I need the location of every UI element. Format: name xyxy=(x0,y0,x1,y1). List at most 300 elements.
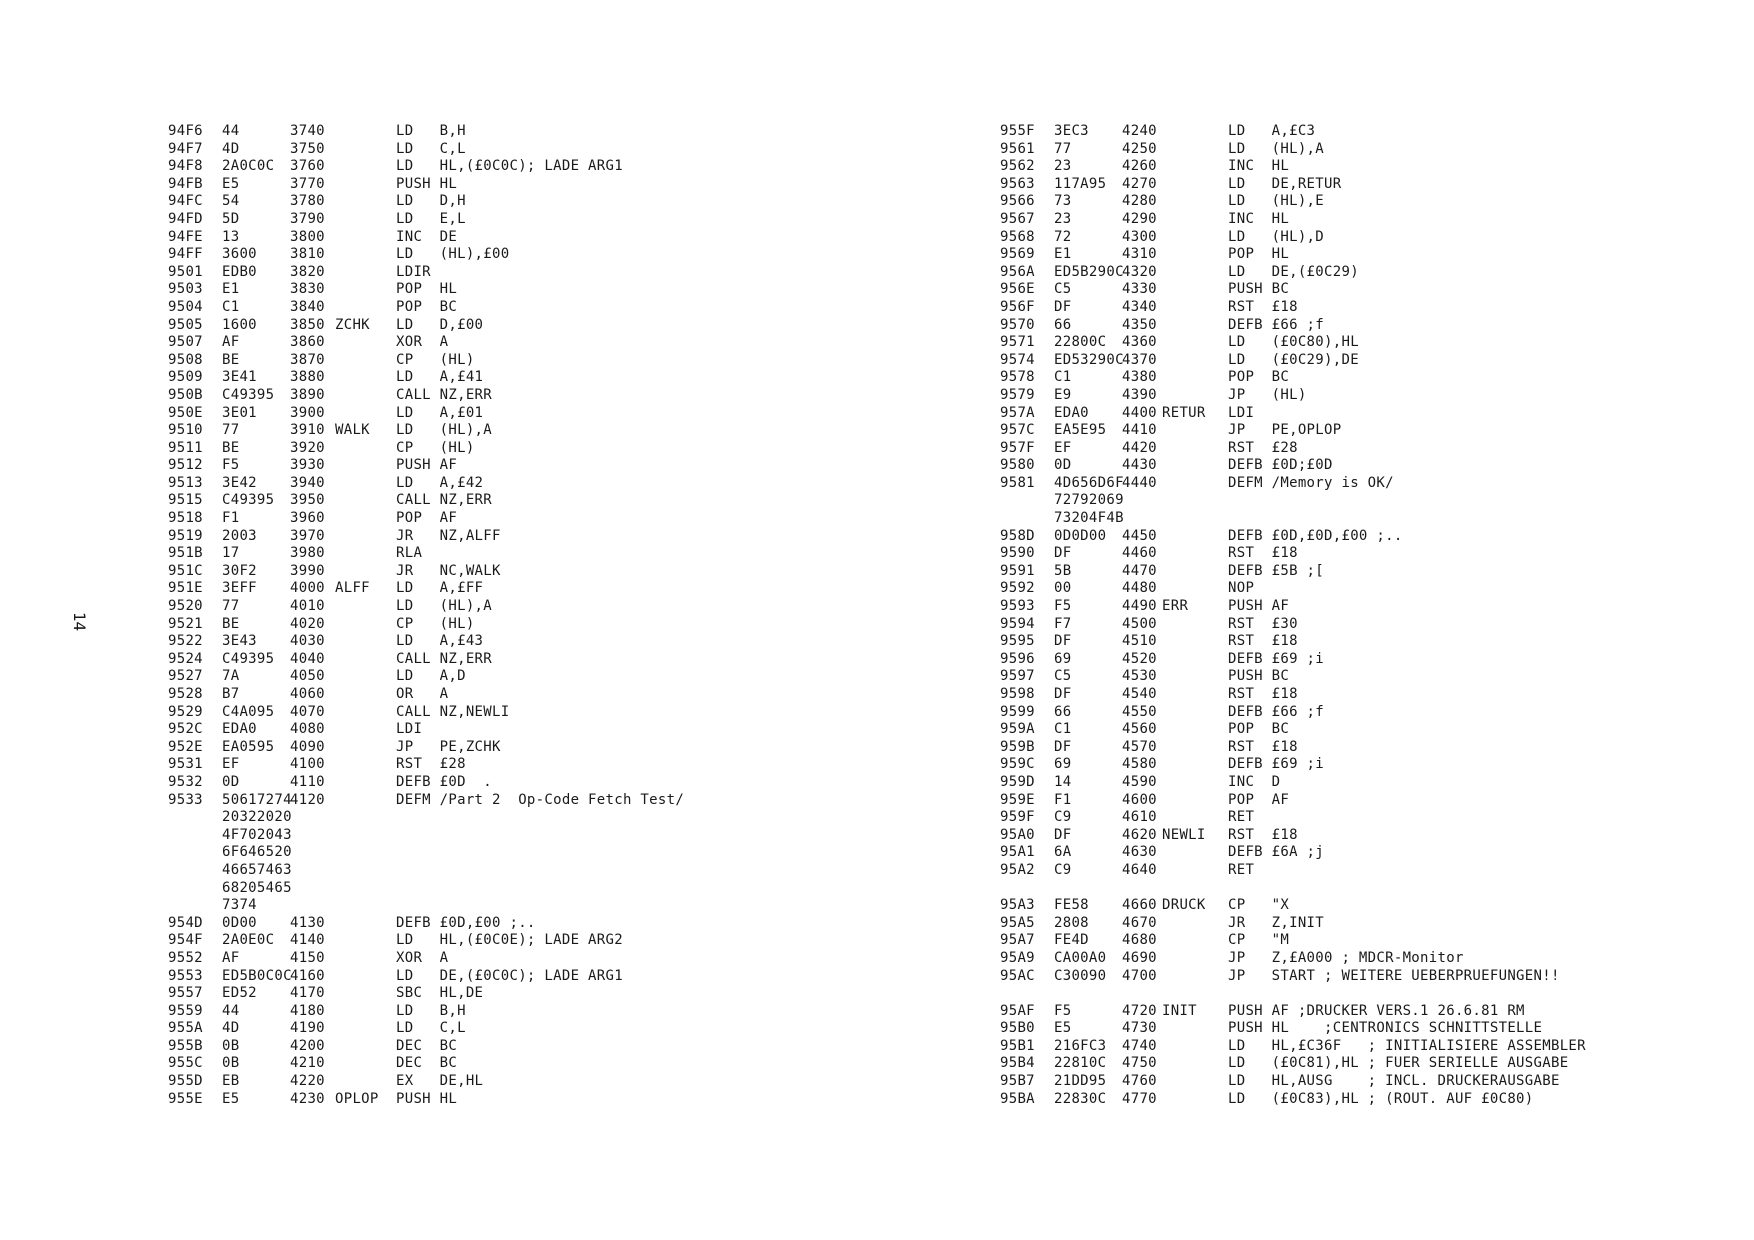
instruction: CALL NZ,ERR xyxy=(396,492,493,509)
address: 9533 xyxy=(168,791,203,808)
address: 9519 xyxy=(168,527,203,544)
machine-code: 69 xyxy=(1054,756,1072,773)
machine-code: C9 xyxy=(1054,809,1072,826)
machine-code: E5 xyxy=(222,175,240,192)
machine-code: DF xyxy=(1054,738,1072,755)
address: 951E xyxy=(168,580,203,597)
instruction: LD (HL),D xyxy=(1228,228,1325,245)
line-number: 4010 xyxy=(290,598,325,615)
line-number: 4030 xyxy=(290,633,325,650)
instruction: DEFB £69 ;i xyxy=(1228,650,1325,667)
address: 959E xyxy=(1000,791,1035,808)
machine-code: 2A0E0C xyxy=(222,932,275,949)
machine-code: F1 xyxy=(222,510,240,527)
instruction: LD A,£41 xyxy=(396,369,484,386)
instruction: LD D,H xyxy=(396,193,466,210)
line-number: 4630 xyxy=(1122,844,1157,861)
address: 9511 xyxy=(168,439,203,456)
instruction: OR A xyxy=(396,686,449,702)
instruction: DEFB £66 ;f xyxy=(1228,316,1325,333)
machine-code: E1 xyxy=(1054,246,1072,263)
line-number: 3840 xyxy=(290,298,325,315)
machine-code: 4D xyxy=(222,1020,240,1037)
instruction: XOR A xyxy=(396,334,449,351)
address: 9501 xyxy=(168,263,203,280)
address: 9553 xyxy=(168,967,203,984)
address: 94FF xyxy=(168,246,203,263)
label: WALK xyxy=(335,422,370,439)
line-number: 4310 xyxy=(1122,246,1157,263)
line-number: 3760 xyxy=(290,158,325,175)
instruction: NOP xyxy=(1228,580,1255,597)
line-number: 4680 xyxy=(1122,932,1157,949)
instruction: RET xyxy=(1228,861,1255,878)
line-number: 4330 xyxy=(1122,281,1157,298)
instruction: LD (HL),A xyxy=(396,598,493,615)
instruction: CALL NZ,ERR xyxy=(396,650,493,667)
machine-code: 20322020 xyxy=(222,809,292,826)
machine-code: EDA0 xyxy=(1054,404,1089,421)
address: 952C xyxy=(168,721,203,738)
address: 95AF xyxy=(1000,1002,1035,1019)
machine-code: 73 xyxy=(1054,193,1072,210)
line-number: 3750 xyxy=(290,140,325,157)
machine-code: 3EFF xyxy=(222,580,257,597)
line-number: 4500 xyxy=(1122,615,1157,632)
instruction: LD C,L xyxy=(396,1020,466,1037)
instruction: POP AF xyxy=(1228,791,1290,808)
instruction: LD C,L xyxy=(396,140,466,157)
line-number: 4620 xyxy=(1122,826,1157,843)
instruction: DEFB £66 ;f xyxy=(1228,703,1325,720)
address: 9510 xyxy=(168,422,203,439)
machine-code: 22800C xyxy=(1054,334,1107,351)
machine-code: F5 xyxy=(1054,598,1072,615)
machine-code: 7A xyxy=(222,668,240,685)
line-number: 4450 xyxy=(1122,527,1157,544)
machine-code: 66 xyxy=(1054,316,1072,333)
instruction: LD HL,AUSG ; INCL. DRUCKERAUSGABE xyxy=(1228,1073,1560,1090)
instruction: POP AF xyxy=(396,510,458,527)
machine-code: CA00A0 xyxy=(1054,949,1107,966)
instruction: PUSH HL ;CENTRONICS SCHNITTSTELLE xyxy=(1228,1020,1543,1037)
address: 955C xyxy=(168,1055,203,1072)
instruction: LD HL,(£0C0C); LADE ARG1 xyxy=(396,158,623,175)
machine-code: 77 xyxy=(1054,140,1072,157)
machine-code: 21DD95 xyxy=(1054,1073,1107,1090)
label: RETUR xyxy=(1162,404,1206,421)
address: 9513 xyxy=(168,474,203,491)
line-number: 4250 xyxy=(1122,140,1157,157)
instruction: XOR A xyxy=(396,949,449,966)
machine-code: 73204F4B xyxy=(1054,510,1124,527)
instruction: CALL NZ,ERR xyxy=(396,386,493,403)
instruction: PUSH HL xyxy=(396,175,458,192)
machine-code: E5 xyxy=(222,1090,240,1107)
machine-code: 5D xyxy=(222,210,240,227)
line-number: 3810 xyxy=(290,246,325,263)
line-number: 3870 xyxy=(290,351,325,368)
machine-code: 216FC3 xyxy=(1054,1037,1107,1054)
instruction: LD A,£FF xyxy=(396,580,484,597)
instruction: RST £18 xyxy=(1228,738,1298,755)
machine-code: 46657463 xyxy=(222,861,292,878)
line-number: 3900 xyxy=(290,404,325,421)
line-number: 4770 xyxy=(1122,1090,1157,1107)
line-number: 3770 xyxy=(290,175,325,192)
address: 9557 xyxy=(168,985,203,1002)
address: 9595 xyxy=(1000,633,1035,650)
instruction: LDIR xyxy=(396,263,431,280)
address: 957A xyxy=(1000,404,1035,421)
address: 9552 xyxy=(168,949,203,966)
machine-code: ED5B0C0C xyxy=(222,967,292,984)
instruction: RST £18 xyxy=(1228,545,1298,562)
line-number: 4380 xyxy=(1122,369,1157,386)
machine-code: DF xyxy=(1054,298,1072,315)
line-number: 4540 xyxy=(1122,686,1157,702)
address: 95B1 xyxy=(1000,1037,1035,1054)
instruction: EX DE,HL xyxy=(396,1073,484,1090)
instruction: DEFM /Part 2 Op-Code Fetch Test/ xyxy=(396,791,685,808)
address: 95AC xyxy=(1000,967,1035,984)
address: 95A7 xyxy=(1000,932,1035,949)
machine-code: F5 xyxy=(1054,1002,1072,1019)
address: 95B7 xyxy=(1000,1073,1035,1090)
instruction: DEFB £0D . xyxy=(396,773,493,790)
line-number: 4570 xyxy=(1122,738,1157,755)
machine-code: C4A095 xyxy=(222,703,275,720)
address: 9521 xyxy=(168,615,203,632)
address: 9593 xyxy=(1000,598,1035,615)
address: 950B xyxy=(168,386,203,403)
machine-code: C49395 xyxy=(222,650,275,667)
line-number: 4140 xyxy=(290,932,325,949)
address: 9567 xyxy=(1000,210,1035,227)
address: 9598 xyxy=(1000,686,1035,702)
address: 9596 xyxy=(1000,650,1035,667)
machine-code: ED53290C xyxy=(1054,351,1124,368)
instruction: INC D xyxy=(1228,773,1281,790)
address: 959B xyxy=(1000,738,1035,755)
machine-code: 44 xyxy=(222,1002,240,1019)
instruction: INC HL xyxy=(1228,210,1290,227)
instruction: DEFB £0D;£0D xyxy=(1228,457,1333,474)
line-number: 4270 xyxy=(1122,175,1157,192)
address: 9599 xyxy=(1000,703,1035,720)
address: 955B xyxy=(168,1037,203,1054)
address: 9591 xyxy=(1000,562,1035,579)
machine-code: C49395 xyxy=(222,386,275,403)
instruction: LD (£0C83),HL ; (ROUT. AUF £0C80) xyxy=(1228,1090,1534,1107)
instruction: RST £18 xyxy=(1228,298,1298,315)
line-number: 4520 xyxy=(1122,650,1157,667)
label: ZCHK xyxy=(335,316,370,333)
line-number: 4720 xyxy=(1122,1002,1157,1019)
instruction: JP PE,ZCHK xyxy=(396,738,501,755)
machine-code: 13 xyxy=(222,228,240,245)
line-number: 4690 xyxy=(1122,949,1157,966)
machine-code: BE xyxy=(222,439,240,456)
line-number: 4300 xyxy=(1122,228,1157,245)
address: 95A3 xyxy=(1000,897,1035,914)
machine-code: AF xyxy=(222,334,240,351)
instruction: JP START ; WEITERE UEBERPRUEFUNGEN!! xyxy=(1228,967,1560,984)
address: 9562 xyxy=(1000,158,1035,175)
line-number: 4600 xyxy=(1122,791,1157,808)
address: 9504 xyxy=(168,298,203,315)
line-number: 3820 xyxy=(290,263,325,280)
address: 957F xyxy=(1000,439,1035,456)
line-number: 4150 xyxy=(290,949,325,966)
machine-code: C1 xyxy=(1054,721,1072,738)
label: INIT xyxy=(1162,1002,1197,1019)
machine-code: 117A95 xyxy=(1054,175,1107,192)
instruction: LD A,£42 xyxy=(396,474,484,491)
machine-code: E1 xyxy=(222,281,240,298)
machine-code: 7374 xyxy=(222,897,257,914)
machine-code: 0D0D00 xyxy=(1054,527,1107,544)
line-number: 4230 xyxy=(290,1090,325,1107)
machine-code: 77 xyxy=(222,422,240,439)
instruction: LD DE,RETUR xyxy=(1228,175,1342,192)
line-number: 4170 xyxy=(290,985,325,1002)
address: 9531 xyxy=(168,756,203,773)
line-number: 4670 xyxy=(1122,914,1157,931)
line-number: 4040 xyxy=(290,650,325,667)
instruction: POP BC xyxy=(1228,369,1290,386)
address: 94F8 xyxy=(168,158,203,175)
line-number: 4080 xyxy=(290,721,325,738)
machine-code: E9 xyxy=(1054,386,1072,403)
instruction: LD D,£00 xyxy=(396,316,484,333)
address: 94FB xyxy=(168,175,203,192)
label: NEWLI xyxy=(1162,826,1206,843)
line-number: 3980 xyxy=(290,545,325,562)
instruction: POP BC xyxy=(396,298,458,315)
instruction: SBC HL,DE xyxy=(396,985,484,1002)
address: 9520 xyxy=(168,598,203,615)
address: 9570 xyxy=(1000,316,1035,333)
line-number: 4320 xyxy=(1122,263,1157,280)
machine-code: EDB0 xyxy=(222,263,257,280)
machine-code: 69 xyxy=(1054,650,1072,667)
instruction: LD A,D xyxy=(396,668,466,685)
instruction: POP HL xyxy=(396,281,458,298)
instruction: LDI xyxy=(1228,404,1255,421)
machine-code: 1600 xyxy=(222,316,257,333)
address: 9527 xyxy=(168,668,203,685)
line-number: 3990 xyxy=(290,562,325,579)
machine-code: C1 xyxy=(222,298,240,315)
line-number: 4210 xyxy=(290,1055,325,1072)
instruction: RST £28 xyxy=(1228,439,1298,456)
address: 94FC xyxy=(168,193,203,210)
address: 95B4 xyxy=(1000,1055,1035,1072)
machine-code: 5B xyxy=(1054,562,1072,579)
instruction: LD (HL),E xyxy=(1228,193,1325,210)
line-number: 3740 xyxy=(290,123,325,139)
instruction: RST £18 xyxy=(1228,686,1298,702)
machine-code: 0B xyxy=(222,1055,240,1072)
machine-code: 22810C xyxy=(1054,1055,1107,1072)
machine-code: EDA0 xyxy=(222,721,257,738)
address: 9503 xyxy=(168,281,203,298)
address: 9561 xyxy=(1000,140,1035,157)
address: 94FE xyxy=(168,228,203,245)
machine-code: FE4D xyxy=(1054,932,1089,949)
machine-code: 0D00 xyxy=(222,914,257,931)
instruction: PUSH AF xyxy=(396,457,458,474)
address: 9581 xyxy=(1000,474,1035,491)
machine-code: 3EC3 xyxy=(1054,123,1089,139)
machine-code: ED52 xyxy=(222,985,257,1002)
machine-code: 23 xyxy=(1054,210,1072,227)
instruction: LD (£0C29),DE xyxy=(1228,351,1359,368)
address: 9529 xyxy=(168,703,203,720)
line-number: 4530 xyxy=(1122,668,1157,685)
line-number: 3950 xyxy=(290,492,325,509)
address: 955A xyxy=(168,1020,203,1037)
instruction: LD DE,(£0C0C); LADE ARG1 xyxy=(396,967,623,984)
address: 95B0 xyxy=(1000,1020,1035,1037)
label: OPLOP xyxy=(335,1090,379,1107)
address: 9578 xyxy=(1000,369,1035,386)
instruction: CP (HL) xyxy=(396,351,475,368)
machine-code: C1 xyxy=(1054,369,1072,386)
instruction: LDI xyxy=(396,721,423,738)
machine-code: 4F702043 xyxy=(222,826,292,843)
instruction: LD E,L xyxy=(396,210,466,227)
instruction: JR NZ,ALFF xyxy=(396,527,501,544)
address: 954D xyxy=(168,914,203,931)
address: 9597 xyxy=(1000,668,1035,685)
instruction: RST £30 xyxy=(1228,615,1298,632)
page-number: 14 xyxy=(70,611,90,632)
line-number: 3920 xyxy=(290,439,325,456)
address: 9515 xyxy=(168,492,203,509)
machine-code: DF xyxy=(1054,545,1072,562)
instruction: CP (HL) xyxy=(396,615,475,632)
instruction: DEFM /Memory is OK/ xyxy=(1228,474,1394,491)
machine-code: 3E41 xyxy=(222,369,257,386)
line-number: 4280 xyxy=(1122,193,1157,210)
line-number: 4390 xyxy=(1122,386,1157,403)
address: 95BA xyxy=(1000,1090,1035,1107)
instruction: LD DE,(£0C29) xyxy=(1228,263,1359,280)
line-number: 4560 xyxy=(1122,721,1157,738)
machine-code: 22830C xyxy=(1054,1090,1107,1107)
machine-code: FE58 xyxy=(1054,897,1089,914)
instruction: LD HL,£C36F ; INITIALISIERE ASSEMBLER xyxy=(1228,1037,1586,1054)
address: 94F6 xyxy=(168,123,203,139)
machine-code: EF xyxy=(222,756,240,773)
machine-code: DF xyxy=(1054,826,1072,843)
instruction: CP "X xyxy=(1228,897,1290,914)
address: 9569 xyxy=(1000,246,1035,263)
machine-code: EB xyxy=(222,1073,240,1090)
label: ALFF xyxy=(335,580,370,597)
machine-code: 72 xyxy=(1054,228,1072,245)
line-number: 4660 xyxy=(1122,897,1157,914)
line-number: 4290 xyxy=(1122,210,1157,227)
address: 9594 xyxy=(1000,615,1035,632)
instruction: LD (£0C80),HL xyxy=(1228,334,1359,351)
line-number: 4130 xyxy=(290,914,325,931)
machine-code: F1 xyxy=(1054,791,1072,808)
line-number: 4430 xyxy=(1122,457,1157,474)
machine-code: 50617274 xyxy=(222,791,292,808)
instruction: JR Z,INIT xyxy=(1228,914,1325,931)
machine-code: 68205465 xyxy=(222,879,292,896)
address: 9518 xyxy=(168,510,203,527)
machine-code: 14 xyxy=(1054,773,1072,790)
line-number: 4420 xyxy=(1122,439,1157,456)
machine-code: 00 xyxy=(1054,580,1072,597)
instruction: INC DE xyxy=(396,228,458,245)
line-number: 3970 xyxy=(290,527,325,544)
address: 9580 xyxy=(1000,457,1035,474)
machine-code: EA5E95 xyxy=(1054,422,1107,439)
line-number: 3790 xyxy=(290,210,325,227)
label: DRUCK xyxy=(1162,897,1206,914)
line-number: 4260 xyxy=(1122,158,1157,175)
address: 9563 xyxy=(1000,175,1035,192)
line-number: 3890 xyxy=(290,386,325,403)
machine-code: C5 xyxy=(1054,281,1072,298)
instruction: JP PE,OPLOP xyxy=(1228,422,1342,439)
instruction: POP BC xyxy=(1228,721,1290,738)
instruction: DEC BC xyxy=(396,1055,458,1072)
instruction: RET xyxy=(1228,809,1255,826)
instruction: PUSH AF xyxy=(1228,598,1290,615)
instruction: LD (£0C81),HL ; FUER SERIELLE AUSGABE xyxy=(1228,1055,1569,1072)
address: 955F xyxy=(1000,123,1035,139)
line-number: 4480 xyxy=(1122,580,1157,597)
instruction: DEFB £0D,£00 ;.. xyxy=(396,914,536,931)
instruction: LD (HL),A xyxy=(396,422,493,439)
machine-code: 30F2 xyxy=(222,562,257,579)
address: 9566 xyxy=(1000,193,1035,210)
line-number: 4200 xyxy=(290,1037,325,1054)
address: 9579 xyxy=(1000,386,1035,403)
instruction: DEC BC xyxy=(396,1037,458,1054)
line-number: 4180 xyxy=(290,1002,325,1019)
machine-code: 6A xyxy=(1054,844,1072,861)
address: 95A1 xyxy=(1000,844,1035,861)
machine-code: B7 xyxy=(222,686,240,702)
address: 94FD xyxy=(168,210,203,227)
instruction: DEFB £69 ;i xyxy=(1228,756,1325,773)
instruction: CP "M xyxy=(1228,932,1290,949)
machine-code: BE xyxy=(222,351,240,368)
instruction: INC HL xyxy=(1228,158,1290,175)
machine-code: 3600 xyxy=(222,246,257,263)
line-number: 3860 xyxy=(290,334,325,351)
instruction: LD B,H xyxy=(396,1002,466,1019)
machine-code: 44 xyxy=(222,123,240,139)
instruction: PUSH HL xyxy=(396,1090,458,1107)
address: 9508 xyxy=(168,351,203,368)
machine-code: 17 xyxy=(222,545,240,562)
machine-code: 0D xyxy=(222,773,240,790)
instruction: RST £18 xyxy=(1228,826,1298,843)
machine-code: 4D xyxy=(222,140,240,157)
machine-code: ED5B290C xyxy=(1054,263,1124,280)
instruction: PUSH BC xyxy=(1228,281,1290,298)
line-number: 4100 xyxy=(290,756,325,773)
line-number: 4060 xyxy=(290,686,325,702)
